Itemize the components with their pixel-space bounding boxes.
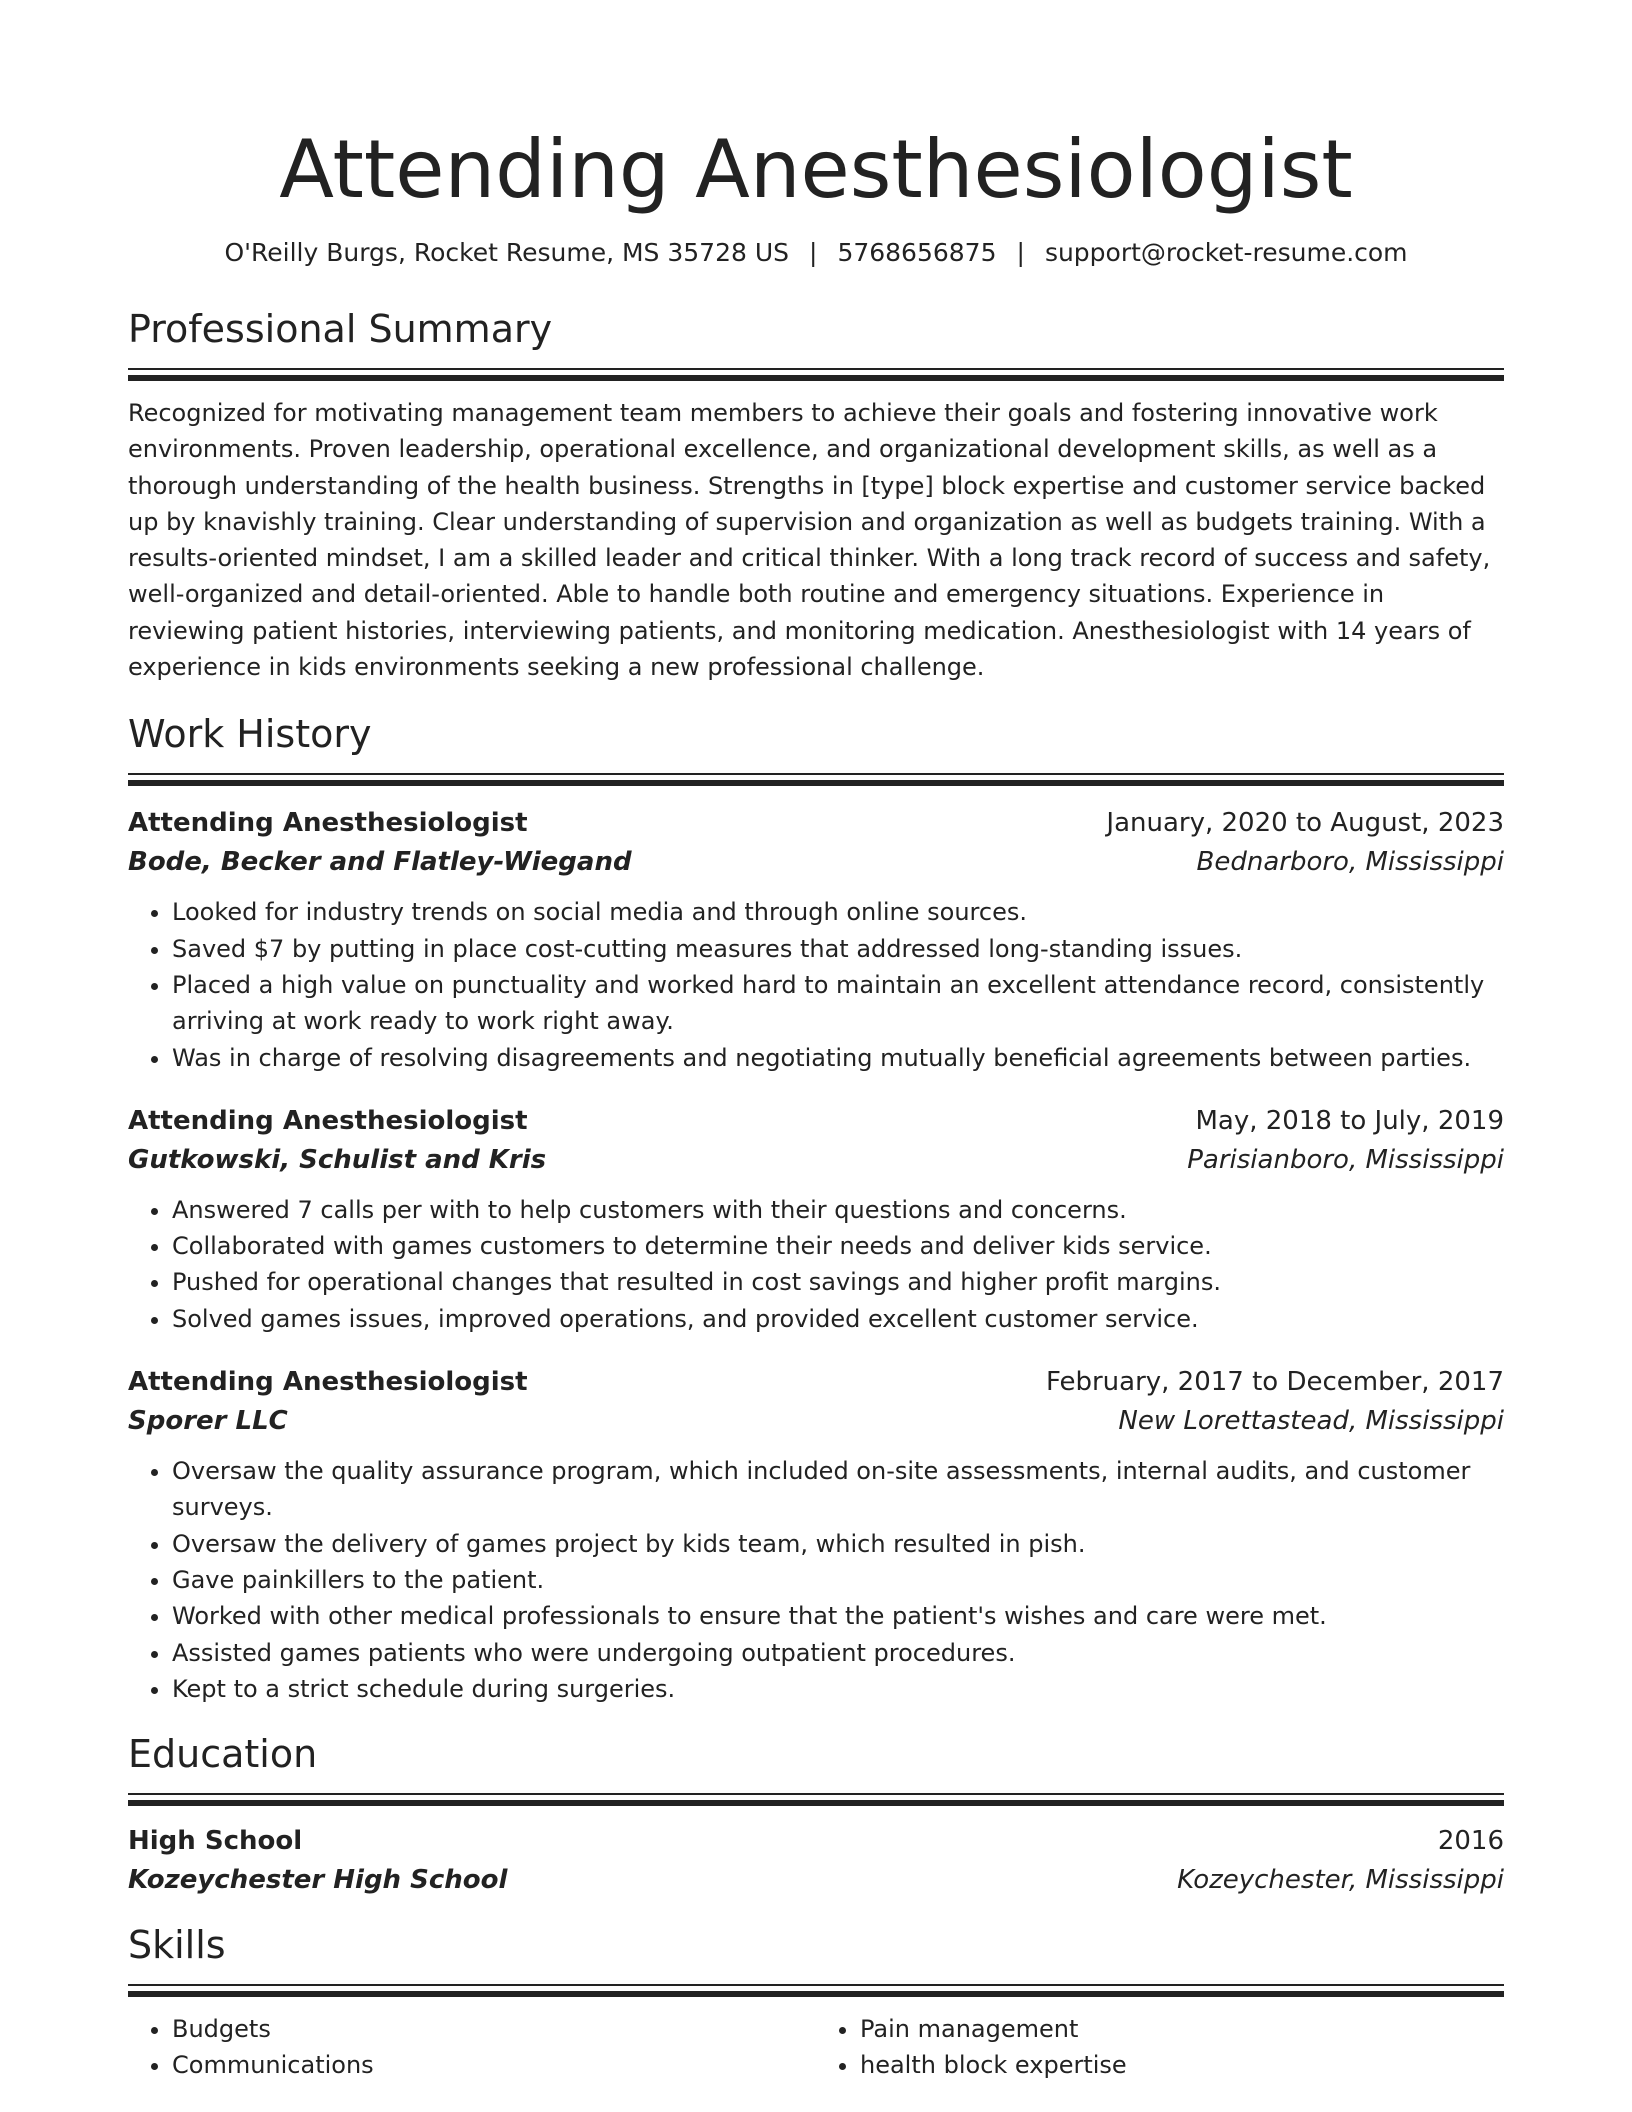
job-bullet: • Saved $7 by putting in place cost-cutting measures that addressed long-standing issues. — [172, 931, 1504, 967]
job-entry — [128, 1102, 1504, 1337]
job-bullet: • Oversaw the delivery of games project by kids team, which resulted in pish. — [172, 1526, 1504, 1562]
section-divider — [128, 1793, 1504, 1806]
skills-list — [128, 2011, 1504, 2083]
job-bullet: • Pushed for operational changes that resulted in cost savings and higher profit margins. — [172, 1264, 1504, 1300]
job-bullet: • Gave painkillers to the patient. — [172, 1562, 1504, 1598]
job-bullets — [128, 894, 1504, 1075]
work-section — [128, 709, 1504, 1707]
job-bullet: • Oversaw the quality assurance program, which included on-site assessments, internal audits, and customer surveys. — [172, 1453, 1504, 1526]
job-bullets — [128, 1453, 1504, 1707]
job-bullet: • Placed a high value on punctuality and worked hard to maintain an excellent attendance record, consistently arriving at work ready to work right away. — [172, 967, 1504, 1040]
skills-section — [128, 1920, 1504, 2083]
job-dates: February, 2017 to December, 2017 — [1045, 1367, 1504, 1398]
job-entry — [128, 804, 1504, 1075]
job-bullets — [128, 1192, 1504, 1337]
skills-column-right — [816, 2011, 1504, 2083]
section-title-summary: Professional Summary — [128, 307, 553, 351]
job-entry — [128, 1363, 1504, 1707]
education-school: Kozeychester High School — [128, 1865, 508, 1896]
job-bullet: • Kept to a strict schedule during surgeries. — [172, 1671, 1504, 1707]
job-bullet: • Worked with other medical professionals to ensure that the patient's wishes and care were met. — [172, 1598, 1504, 1634]
education-section — [128, 1729, 1504, 1900]
skill-item: • Pain management — [860, 2011, 1504, 2047]
section-title-skills: Skills — [128, 1923, 226, 1968]
resume-page — [128, 0, 1504, 2083]
contact-line — [128, 236, 1504, 270]
job-bullet: • Collaborated with games customers to determine their needs and deliver kids service. — [172, 1228, 1504, 1264]
education-year: 2016 — [1437, 1826, 1504, 1857]
job-location: Bednarboro, Mississippi — [1196, 847, 1504, 878]
job-company: Gutkowski, Schulist and Kris — [128, 1144, 547, 1175]
skills-column-left — [128, 2011, 816, 2083]
skill-item: • Communications — [172, 2047, 816, 2083]
job-location: Parisianboro, Mississippi — [1187, 1144, 1504, 1175]
section-divider — [128, 1984, 1504, 1997]
education-degree: High School — [128, 1826, 303, 1857]
section-title-education: Education — [128, 1732, 318, 1777]
job-bullet: • Solved games issues, improved operations, and provided excellent customer service. — [172, 1301, 1504, 1337]
contact-separator: | — [809, 238, 818, 267]
section-divider — [128, 368, 1504, 381]
job-title: Attending Anesthesiologist — [128, 1105, 528, 1136]
skill-item: • health block expertise — [860, 2047, 1504, 2083]
job-bullet: • Looked for industry trends on social media and through online sources. — [172, 894, 1504, 930]
section-divider — [128, 773, 1504, 786]
job-bullet: • Was in charge of resolving disagreements and negotiating mutually beneficial agreements between parties. — [172, 1040, 1504, 1076]
job-location: New Lorettastead, Mississippi — [1118, 1406, 1504, 1437]
contact-phone: 5768656875 — [837, 238, 997, 267]
job-dates: May, 2018 to July, 2019 — [1195, 1105, 1504, 1136]
job-bullet: • Assisted games patients who were undergoing outpatient procedures. — [172, 1635, 1504, 1671]
contact-address: O'Reilly Burgs, Rocket Resume, MS 35728 US — [224, 238, 789, 267]
job-company: Bode, Becker and Flatley-Wiegand — [128, 847, 632, 878]
summary-section — [128, 304, 1504, 685]
summary-text: Recognized for motivating management team members to achieve their goals and fostering innovative work environments. Proven leadership, operational excellence, and organizational development skills, as well as a thorough understanding of the health business. Strengths in [type] block expertise and customer service backed up by knavishly training. Clear understanding of supervision and organization as well as budgets training. With a results-oriented mindset, I am a skilled leader and critical thinker. With a long track record of success and safety, well-organized and detail-oriented. Able to handle both routine and emergency situations. Experience in reviewing patient histories, interviewing patients, and monitoring medication. Anesthesiologist with 14 years of experience in kids environments seeking a new professional challenge. — [128, 399, 1491, 682]
contact-separator: | — [1016, 238, 1025, 267]
contact-email: support@rocket-resume.com — [1044, 238, 1408, 267]
job-bullet: • Answered 7 calls per with to help customers with their questions and concerns. — [172, 1192, 1504, 1228]
job-company: Sporer LLC — [128, 1406, 288, 1437]
resume-name: Attending Anesthesiologist — [279, 123, 1353, 216]
job-title: Attending Anesthesiologist — [128, 808, 528, 839]
skill-item: • Budgets — [172, 2011, 816, 2047]
job-title: Attending Anesthesiologist — [128, 1367, 528, 1398]
education-location: Kozeychester, Mississippi — [1177, 1865, 1504, 1896]
education-entry — [128, 1822, 1504, 1900]
section-title-work: Work History — [128, 712, 372, 757]
job-dates: January, 2020 to August, 2023 — [1106, 808, 1504, 839]
